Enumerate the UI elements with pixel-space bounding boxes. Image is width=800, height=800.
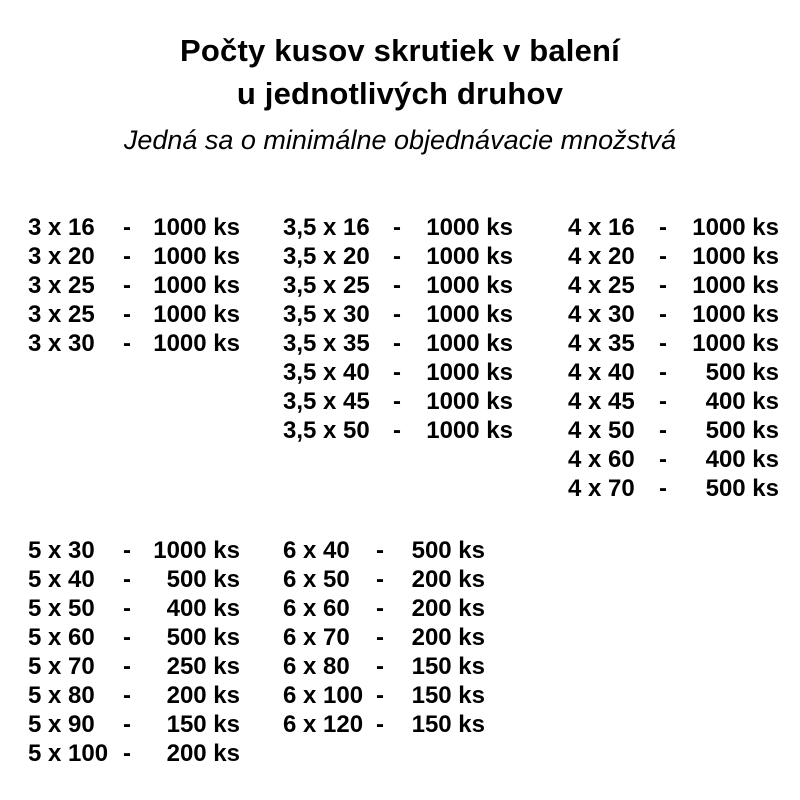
screw-quantity: 1000 ks (692, 243, 779, 270)
screw-quantity: 500 ks (411, 537, 485, 564)
screw-quantity: 200 ks (411, 566, 485, 593)
screw-row (28, 623, 240, 652)
screw-quantity: 500 ks (705, 359, 779, 386)
screw-size: 3 x 20 (28, 243, 95, 270)
screw-size: 4 x 16 (568, 214, 635, 241)
separator-dash: - (393, 330, 401, 357)
screw-row (28, 536, 240, 565)
screw-size: 3 x 30 (28, 330, 95, 357)
separator-dash: - (659, 301, 667, 328)
screw-row (28, 300, 240, 329)
separator-dash: - (659, 475, 667, 502)
separator-dash: - (659, 417, 667, 444)
separator-dash: - (376, 653, 384, 680)
screw-size: 5 x 100 (28, 740, 109, 767)
separator-dash: - (376, 566, 384, 593)
screw-quantity: 1000 ks (692, 272, 779, 299)
screw-quantity: 200 ks (411, 595, 485, 622)
separator-dash: - (393, 243, 401, 270)
screw-size: 5 x 60 (28, 624, 95, 651)
screw-quantity: 400 ks (166, 595, 240, 622)
screw-quantity: 200 ks (166, 682, 240, 709)
screw-quantity: 1000 ks (426, 417, 513, 444)
screw-row (28, 594, 240, 623)
screw-size: 3,5 x 20 (283, 243, 370, 270)
screw-row (283, 623, 485, 652)
separator-dash: - (123, 624, 131, 651)
page-title (0, 29, 800, 115)
screw-row (568, 358, 779, 387)
screw-size: 3,5 x 35 (283, 330, 370, 357)
screw-size: 3,5 x 16 (283, 214, 370, 241)
screw-row (568, 474, 779, 503)
separator-dash: - (393, 301, 401, 328)
screw-row (283, 300, 513, 329)
screw-row (283, 358, 513, 387)
screw-row (283, 652, 485, 681)
page-subtitle: Jedná sa o minimálne objednávacie množstvá (123, 125, 677, 155)
separator-dash: - (123, 682, 131, 709)
screw-size: 6 x 40 (283, 537, 350, 564)
screw-size: 5 x 30 (28, 537, 95, 564)
screw-size: 6 x 120 (283, 711, 364, 738)
separator-dash: - (393, 388, 401, 415)
screw-size: 6 x 70 (283, 624, 350, 651)
screw-quantity: 400 ks (705, 446, 779, 473)
screw-quantity: 400 ks (705, 388, 779, 415)
size-group-4 (568, 213, 779, 503)
separator-dash: - (123, 301, 131, 328)
screw-quantity: 500 ks (166, 566, 240, 593)
screw-size: 4 x 35 (568, 330, 635, 357)
screw-quantity: 1000 ks (426, 243, 513, 270)
screw-size: 4 x 60 (568, 446, 635, 473)
separator-dash: - (659, 272, 667, 299)
screw-size: 6 x 100 (283, 682, 364, 709)
separator-dash: - (123, 740, 131, 767)
screw-row (28, 739, 240, 768)
screw-size: 4 x 40 (568, 359, 635, 386)
screw-row (283, 213, 513, 242)
screw-row (283, 536, 485, 565)
screw-row (283, 242, 513, 271)
size-group-6 (283, 536, 485, 739)
screw-row (283, 710, 485, 739)
screw-size: 4 x 50 (568, 417, 635, 444)
screw-quantity: 1000 ks (153, 243, 240, 270)
screw-quantity: 1000 ks (153, 330, 240, 357)
screw-size: 6 x 80 (283, 653, 350, 680)
screw-row (568, 242, 779, 271)
screw-quantity: 500 ks (705, 417, 779, 444)
screw-size: 6 x 50 (283, 566, 350, 593)
separator-dash: - (659, 243, 667, 270)
screw-row (28, 565, 240, 594)
screw-row (28, 271, 240, 300)
screw-row (283, 594, 485, 623)
screw-size: 5 x 50 (28, 595, 95, 622)
screw-row (568, 213, 779, 242)
screw-size: 4 x 25 (568, 272, 635, 299)
screw-size: 4 x 30 (568, 301, 635, 328)
screw-size: 3,5 x 50 (283, 417, 370, 444)
screw-size: 5 x 70 (28, 653, 95, 680)
screw-size: 4 x 20 (568, 243, 635, 270)
screw-row (568, 416, 779, 445)
screw-quantity: 1000 ks (426, 214, 513, 241)
screw-quantity: 1000 ks (153, 301, 240, 328)
screw-quantity: 1000 ks (426, 301, 513, 328)
screw-size: 6 x 60 (283, 595, 350, 622)
screw-size: 3,5 x 30 (283, 301, 370, 328)
screw-row (28, 242, 240, 271)
screw-size: 4 x 45 (568, 388, 635, 415)
separator-dash: - (393, 417, 401, 444)
screw-quantity: 1000 ks (426, 272, 513, 299)
screw-row (568, 387, 779, 416)
screw-row (283, 387, 513, 416)
separator-dash: - (123, 272, 131, 299)
screw-row (283, 416, 513, 445)
screw-row (28, 710, 240, 739)
screw-row (568, 329, 779, 358)
screw-quantity: 1000 ks (692, 214, 779, 241)
screw-row (283, 565, 485, 594)
screw-row (28, 681, 240, 710)
size-group-3-5 (283, 213, 513, 445)
screw-size: 5 x 80 (28, 682, 95, 709)
separator-dash: - (123, 214, 131, 241)
separator-dash: - (376, 682, 384, 709)
screw-quantity: 150 ks (411, 682, 485, 709)
screw-row (283, 271, 513, 300)
separator-dash: - (393, 214, 401, 241)
screw-quantity: 200 ks (166, 740, 240, 767)
separator-dash: - (393, 272, 401, 299)
separator-dash: - (376, 537, 384, 564)
screw-quantity: 1000 ks (153, 272, 240, 299)
separator-dash: - (376, 624, 384, 651)
screw-quantity: 1000 ks (426, 359, 513, 386)
separator-dash: - (123, 566, 131, 593)
screw-quantity: 150 ks (411, 653, 485, 680)
separator-dash: - (393, 359, 401, 386)
screw-row (568, 271, 779, 300)
screw-size: 5 x 40 (28, 566, 95, 593)
screw-size: 3,5 x 25 (283, 272, 370, 299)
screw-quantity: 500 ks (705, 475, 779, 502)
separator-dash: - (659, 214, 667, 241)
screw-row (283, 681, 485, 710)
screw-size: 3 x 25 (28, 272, 95, 299)
separator-dash: - (123, 711, 131, 738)
screw-quantity: 150 ks (411, 711, 485, 738)
separator-dash: - (123, 595, 131, 622)
size-group-3 (28, 213, 240, 358)
header (0, 29, 800, 158)
separator-dash: - (659, 388, 667, 415)
screw-size: 3,5 x 45 (283, 388, 370, 415)
screw-size: 3 x 25 (28, 301, 95, 328)
page-title-line-1: Počty kusov skrutiek v balení (180, 33, 620, 68)
screw-quantity: 1000 ks (692, 330, 779, 357)
separator-dash: - (376, 711, 384, 738)
screw-quantity: 1000 ks (692, 301, 779, 328)
screw-quantity: 250 ks (166, 653, 240, 680)
separator-dash: - (659, 330, 667, 357)
screw-quantity: 1000 ks (426, 388, 513, 415)
page-title-line-2: u jednotlivých druhov (236, 76, 564, 111)
separator-dash: - (123, 330, 131, 357)
separator-dash: - (123, 537, 131, 564)
screw-size: 3 x 16 (28, 214, 95, 241)
screw-row (283, 329, 513, 358)
separator-dash: - (123, 243, 131, 270)
screw-size: 4 x 70 (568, 475, 635, 502)
screw-size: 3,5 x 40 (283, 359, 370, 386)
separator-dash: - (376, 595, 384, 622)
screw-quantity: 500 ks (166, 624, 240, 651)
screw-row (28, 652, 240, 681)
screw-row (28, 213, 240, 242)
screw-quantity: 1000 ks (153, 214, 240, 241)
separator-dash: - (659, 446, 667, 473)
screw-row (568, 300, 779, 329)
screw-quantity: 200 ks (411, 624, 485, 651)
screw-quantity: 1000 ks (153, 537, 240, 564)
separator-dash: - (659, 359, 667, 386)
screw-row (568, 445, 779, 474)
screw-size: 5 x 90 (28, 711, 95, 738)
size-group-5 (28, 536, 240, 768)
separator-dash: - (123, 653, 131, 680)
screw-row (28, 329, 240, 358)
screw-quantity: 1000 ks (426, 330, 513, 357)
screw-quantity: 150 ks (166, 711, 240, 738)
